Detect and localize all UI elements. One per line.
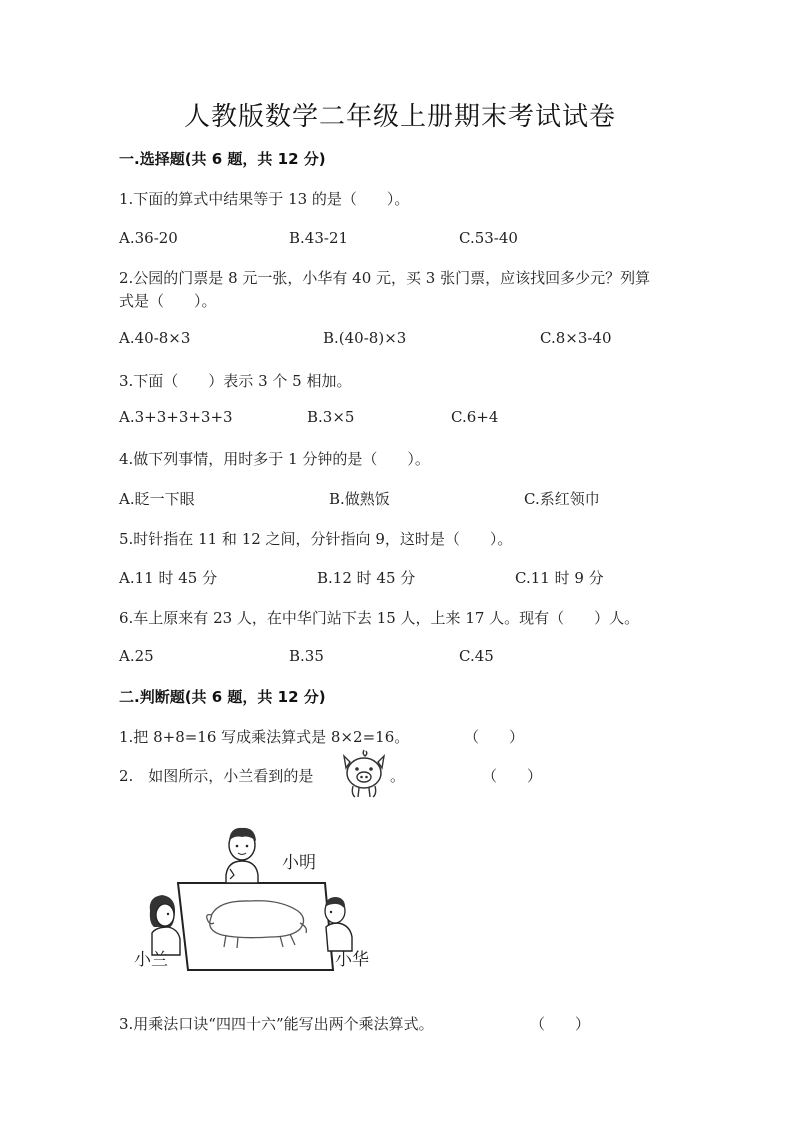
q1-5-option-c: C.11 时 9 分 (515, 569, 604, 587)
section-1-heading: 一.选择题(共 6 题，共 12 分) (119, 150, 326, 168)
q1-3-option-b: B.3×5 (307, 408, 355, 426)
children-pig-figure (130, 815, 390, 985)
question-2-3: 3.用乘法口诀“四四十六”能写出两个乘法算式。 (119, 1015, 434, 1033)
question-2-1-blank: （ ） (464, 728, 525, 746)
q1-2-option-c: C.8×3-40 (540, 329, 612, 347)
boy-xiaoming-illustration (226, 828, 258, 883)
q1-1-option-a: A.36-20 (119, 229, 178, 247)
q1-6-option-b: B.35 (289, 647, 324, 665)
question-1-4: 4.做下列事情，用时多于 1 分钟的是（ ）。 (119, 450, 430, 468)
q1-2-option-b: B.(40-8)×3 (323, 329, 407, 347)
question-1-6: 6.车上原来有 23 人，在中华门站下去 15 人，上来 17 人。现有（ ）人。 (119, 609, 640, 627)
question-2-2-blank: （ ） (482, 767, 543, 785)
question-2-2-end: 。 (390, 767, 406, 785)
q1-5-option-a: A.11 时 45 分 (119, 569, 218, 587)
section-2-heading: 二.判断题(共 6 题，共 12 分) (119, 688, 326, 706)
q1-3-option-a: A.3+3+3+3+3 (119, 408, 233, 426)
q1-2-option-a: A.40-8×3 (119, 329, 191, 347)
q1-6-option-c: C.45 (459, 647, 494, 665)
label-xiaolan: 小兰 (134, 950, 168, 970)
question-1-2-line2: 式是（ ）。 (119, 292, 217, 310)
q1-4-option-c: C.系红领巾 (524, 490, 600, 508)
q1-6-option-a: A.25 (119, 647, 154, 665)
question-1-2-line1: 2.公园的门票是 8 元一张，小华有 40 元，买 3 张门票，应该找回多少元？列算 (119, 269, 651, 287)
q1-1-option-b: B.43-21 (289, 229, 349, 247)
q1-4-option-a: A.眨一下眼 (119, 490, 195, 508)
question-2-1: 1.把 8+8=16 写成乘法算式是 8×2=16。 (119, 728, 410, 746)
q1-3-option-c: C.6+4 (451, 408, 499, 426)
question-1-3: 3.下面（ ）表示 3 个 5 相加。 (119, 372, 352, 390)
pig-face-icon (338, 748, 390, 800)
question-2-2-text: 2. 如图所示，小兰看到的是 (119, 767, 314, 785)
girl-xiaolan-illustration (150, 895, 180, 955)
q1-4-option-b: B.做熟饭 (329, 490, 390, 508)
q1-1-option-c: C.53-40 (459, 229, 518, 247)
question-1-1: 1.下面的算式中结果等于 13 的是（ ）。 (119, 190, 410, 208)
label-xiaohua: 小华 (335, 950, 369, 970)
question-2-3-blank: （ ） (530, 1015, 591, 1033)
page-title: 人教版数学二年级上册期末考试试卷 (183, 102, 616, 132)
q1-5-option-b: B.12 时 45 分 (317, 569, 416, 587)
question-1-5: 5.时针指在 11 和 12 之间，分针指向 9，这时是（ ）。 (119, 530, 513, 548)
label-xiaoming: 小明 (282, 853, 316, 873)
